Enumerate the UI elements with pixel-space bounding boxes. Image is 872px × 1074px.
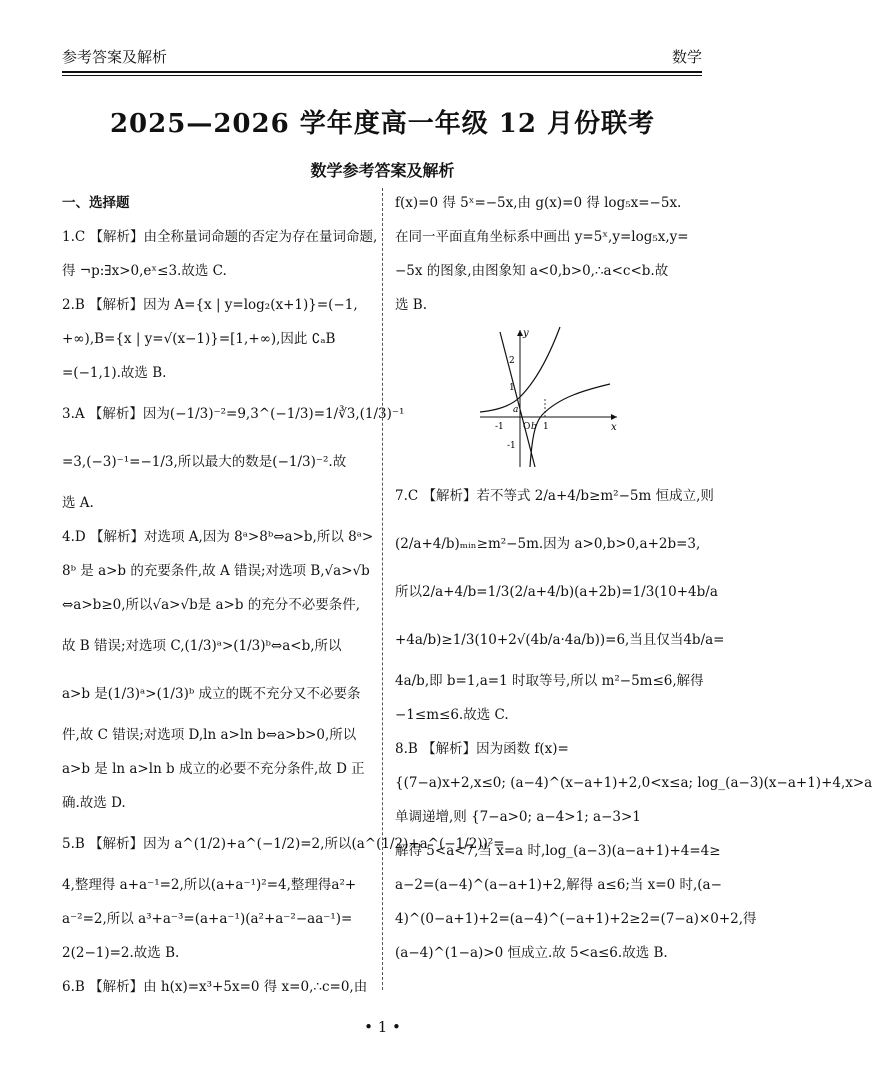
- text-line: (2/a+4/b)ₘᵢₙ≥m²−5m.因为 a>0,b>0,a+2b=3,: [395, 536, 701, 552]
- text-line: 解得 5<a<7,当 x=a 时,log_(a−3)(a−a+1)+4=4≥: [395, 843, 721, 859]
- text-line: 单调递增,则 {7−a>0; a−4>1; a−3>1: [395, 809, 641, 825]
- text-line: a−2=(a−4)^(a−a+1)+2,解得 a≤6;当 x=0 时,(a−: [395, 877, 722, 893]
- header-rule-thin: [62, 75, 702, 76]
- text-line: 选 B.: [395, 297, 428, 313]
- text-line: 选 A.: [62, 495, 94, 511]
- text-line: =3,(−3)⁻¹=−1/3,所以最大的数是(−1/3)⁻².故: [62, 454, 347, 470]
- text-line: =(−1,1).故选 B.: [62, 365, 167, 381]
- text-line: 4)^(0−a+1)+2=(a−4)^(−a+1)+2≥2=(7−a)×0+2,得: [395, 911, 757, 927]
- point-label: b: [531, 422, 537, 432]
- text-line: 4,整理得 a+a⁻¹=2,所以(a+a⁻¹)²=4,整理得a²+: [62, 877, 357, 893]
- line-negative-slope: [500, 332, 535, 467]
- page-number: • 1 •: [364, 1018, 401, 1036]
- text-line: +4a/b)≥1/3(10+2√(4b/a·4a/b))=6,当且仅当4b/a=: [395, 632, 725, 648]
- tick-label: -1: [495, 422, 504, 432]
- header-rule: [62, 71, 702, 73]
- text-line: a>b 是 ln a>ln b 成立的必要不充分条件,故 D 正: [62, 761, 365, 777]
- tick-label: 1: [509, 383, 515, 393]
- point-label: O: [523, 422, 531, 432]
- x-axis-arrow: [611, 414, 617, 420]
- text-line: 得 ¬p:∃x>0,eˣ≤3.故选 C.: [62, 263, 227, 279]
- page-header: [62, 46, 702, 70]
- text-line: 5.B 【解析】因为 a^(1/2)+a^(−1/2)=2,所以(a^(1/2)+a^(−1/2))²=: [62, 836, 505, 852]
- text-line: 故 B 错误;对选项 C,(1/3)ᵃ>(1/3)ᵇ⇔a<b,所以: [62, 638, 342, 654]
- function-graph: [395, 322, 703, 472]
- text-line: ⇔a>b≥0,所以√a>√b是 a>b 的充分不必要条件,: [62, 597, 361, 613]
- section-heading: 一、选择题: [62, 195, 130, 211]
- header-left: 参考答案及解析: [62, 48, 168, 66]
- page-subtitle: 数学参考答案及解析: [310, 161, 455, 180]
- header-right: 数学: [671, 48, 702, 66]
- axis-label-y: y: [523, 328, 529, 339]
- text-line: 4.D 【解析】对选项 A,因为 8ᵃ>8ᵇ⇔a>b,所以 8ᵃ>: [62, 529, 374, 545]
- text-line: 件,故 C 错误;对选项 D,ln a>ln b⇔a>b>0,所以: [62, 727, 357, 743]
- column-divider: [382, 188, 383, 990]
- page-title: 2025—2026 学年度高一年级 12 月份联考: [109, 109, 656, 139]
- text-line: a⁻²=2,所以 a³+a⁻³=(a+a⁻¹)(a²+a⁻²−aa⁻¹)=: [62, 911, 353, 927]
- text-line: 8ᵇ 是 a>b 的充要条件,故 A 错误;对选项 B,√a>√b: [62, 563, 370, 579]
- text-line: (a−4)^(1−a)>0 恒成立.故 5<a≤6.故选 B.: [395, 945, 668, 961]
- text-line: 2.B 【解析】因为 A={x | y=log₂(x+1)}=(−1,: [62, 297, 358, 313]
- text-line: 6.B 【解析】由 h(x)=x³+5x=0 得 x=0,∴c=0,由: [62, 979, 368, 995]
- text-line: 在同一平面直角坐标系中画出 y=5ˣ,y=log₅x,y=: [395, 229, 689, 245]
- text-line: 7.C 【解析】若不等式 2/a+4/b≥m²−5m 恒成立,则: [395, 488, 714, 504]
- text-line: 1.C 【解析】由全称量词命题的否定为存在量词命题,: [62, 229, 378, 245]
- tick-label: 2: [509, 356, 515, 366]
- text-line: 确.故选 D.: [62, 795, 126, 811]
- curve-logarithmic: [530, 384, 610, 467]
- tick-label: -1: [507, 441, 516, 451]
- text-line: −5x 的图象,由图象知 a<0,b>0,∴a<c<b.故: [395, 263, 669, 279]
- text-line: {(7−a)x+2,x≤0; (a−4)^(x−a+1)+2,0<x≤a; log_(a−3)(x−a+1)+4,x>a: [395, 775, 872, 791]
- right-column: [395, 186, 872, 970]
- text-line: 2(2−1)=2.故选 B.: [62, 945, 180, 961]
- graph-svg: [475, 322, 625, 472]
- text-line: 8.B 【解析】因为函数 f(x)=: [395, 741, 569, 757]
- text-line: 3.A 【解析】因为(−1/3)⁻²=9,3^(−1/3)=1/∛3,(1/3)⁻¹: [62, 406, 405, 422]
- text-line: f(x)=0 得 5ˣ=−5x,由 g(x)=0 得 log₅x=−5x.: [395, 195, 682, 211]
- text-line: 所以2/a+4/b=1/3(2/a+4/b)(a+2b)=1/3(10+4b/a: [395, 584, 718, 600]
- point-label: a: [513, 405, 519, 415]
- tick-label: 1: [543, 422, 549, 432]
- text-line: a>b 是(1/3)ᵃ>(1/3)ᵇ 成立的既不充分又不必要条: [62, 686, 361, 702]
- text-line: −1≤m≤6.故选 C.: [395, 707, 509, 723]
- text-line: 4a/b,即 b=1,a=1 时取等号,所以 m²−5m≤6,解得: [395, 673, 704, 689]
- text-line: +∞),B={x | y=√(x−1)}=[1,+∞),因此 ∁ₐB: [62, 331, 336, 347]
- axis-label-x: x: [611, 422, 617, 433]
